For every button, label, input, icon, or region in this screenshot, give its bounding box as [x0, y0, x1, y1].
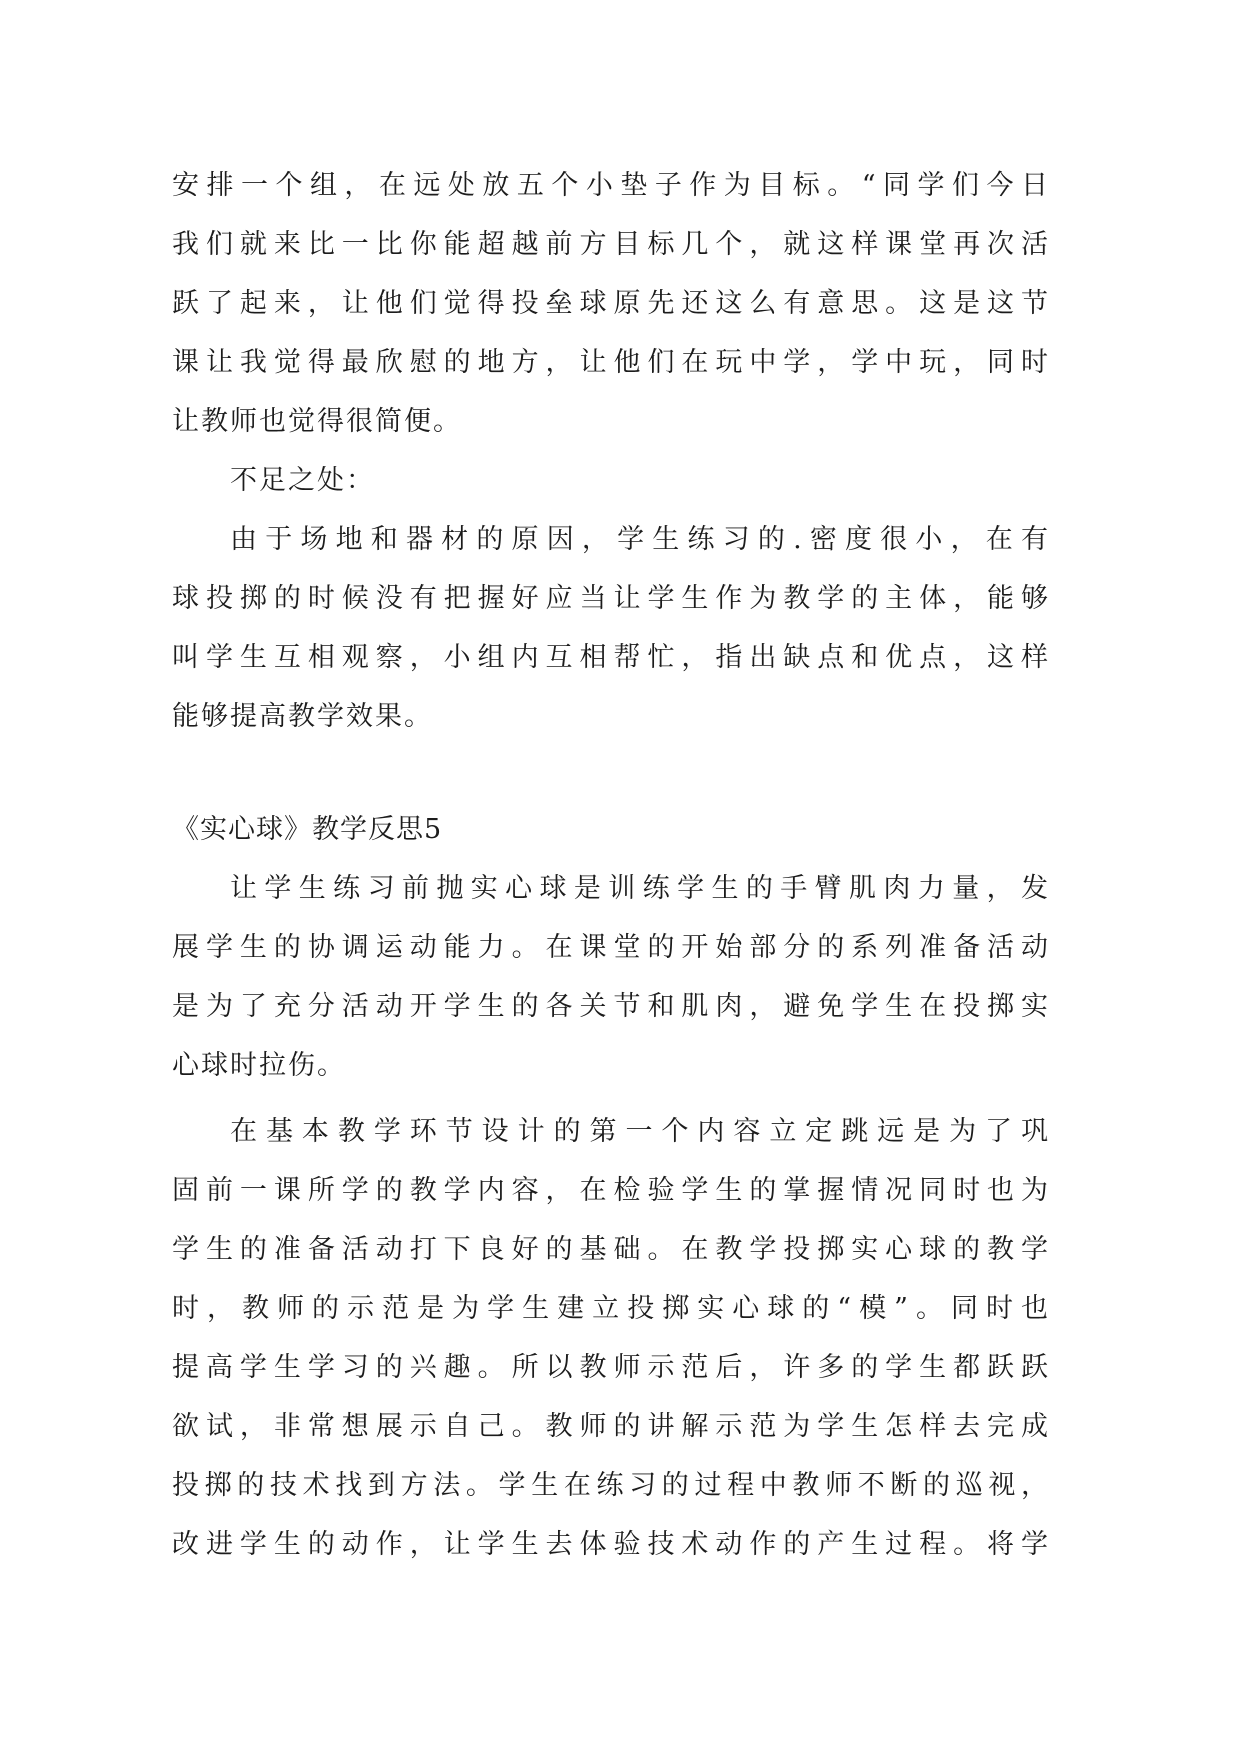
text-line: 课让我觉得最欣慰的地方，让他们在玩中学，学中玩，同时	[172, 347, 1050, 378]
document-page	[172, 156, 1050, 1574]
text-line: 心球时拉伤。	[172, 1050, 346, 1081]
reflection-paragraph-2	[172, 1102, 1050, 1574]
continued-paragraph	[172, 156, 1050, 451]
text-line: 球投掷的时候没有把握好应当让学生作为教学的主体，能够	[172, 583, 1050, 614]
text-line: 固前一课所学的教学内容，在检验学生的掌握情况同时也为	[172, 1175, 1050, 1206]
text-line: 时，教师的示范是为学生建立投掷实心球的“模”。同时也	[172, 1293, 1050, 1324]
section-title: 《实心球》教学反思5	[172, 814, 443, 845]
text-line: 我们就来比一比你能超越前方目标几个，就这样课堂再次活	[172, 229, 1050, 260]
text-line: 跃了起来，让他们觉得投垒球原先还这么有意思。这是这节	[172, 288, 1050, 319]
text-line: 能够提高教学效果。	[172, 701, 433, 732]
text-line: 学生的准备活动打下良好的基础。在教学投掷实心球的教学	[172, 1234, 1050, 1265]
text-line: 提高学生学习的兴趣。所以教师示范后，许多的学生都跃跃	[172, 1352, 1050, 1383]
text-line: 叫学生互相观察，小组内互相帮忙，指出缺点和优点，这样	[172, 642, 1050, 673]
text-line: 是为了充分活动开学生的各关节和肌肉，避免学生在投掷实	[172, 991, 1050, 1022]
text-line: 在基本教学环节设计的第一个内容立定跳远是为了巩	[230, 1116, 1050, 1147]
text-line: 让学生练习前抛实心球是训练学生的手臂肌肉力量，发	[230, 873, 1050, 904]
shortcomings-paragraph	[172, 510, 1050, 746]
text-line: 投掷的技术找到方法。学生在练习的过程中教师不断的巡视，	[172, 1470, 1050, 1501]
shortcomings-heading: 不足之处：	[230, 465, 375, 496]
text-line: 安排一个组，在远处放五个小垫子作为目标。“同学们今日	[172, 170, 1050, 201]
text-line: 改进学生的动作，让学生去体验技术动作的产生过程。将学	[172, 1529, 1050, 1560]
text-line: 让教师也觉得很简便。	[172, 406, 462, 437]
text-line: 由于场地和器材的原因，学生练习的.密度很小，在有	[230, 524, 1050, 555]
text-line: 展学生的协调运动能力。在课堂的开始部分的系列准备活动	[172, 932, 1050, 963]
text-line: 欲试，非常想展示自己。教师的讲解示范为学生怎样去完成	[172, 1411, 1050, 1442]
reflection-paragraph-1	[172, 859, 1050, 1095]
